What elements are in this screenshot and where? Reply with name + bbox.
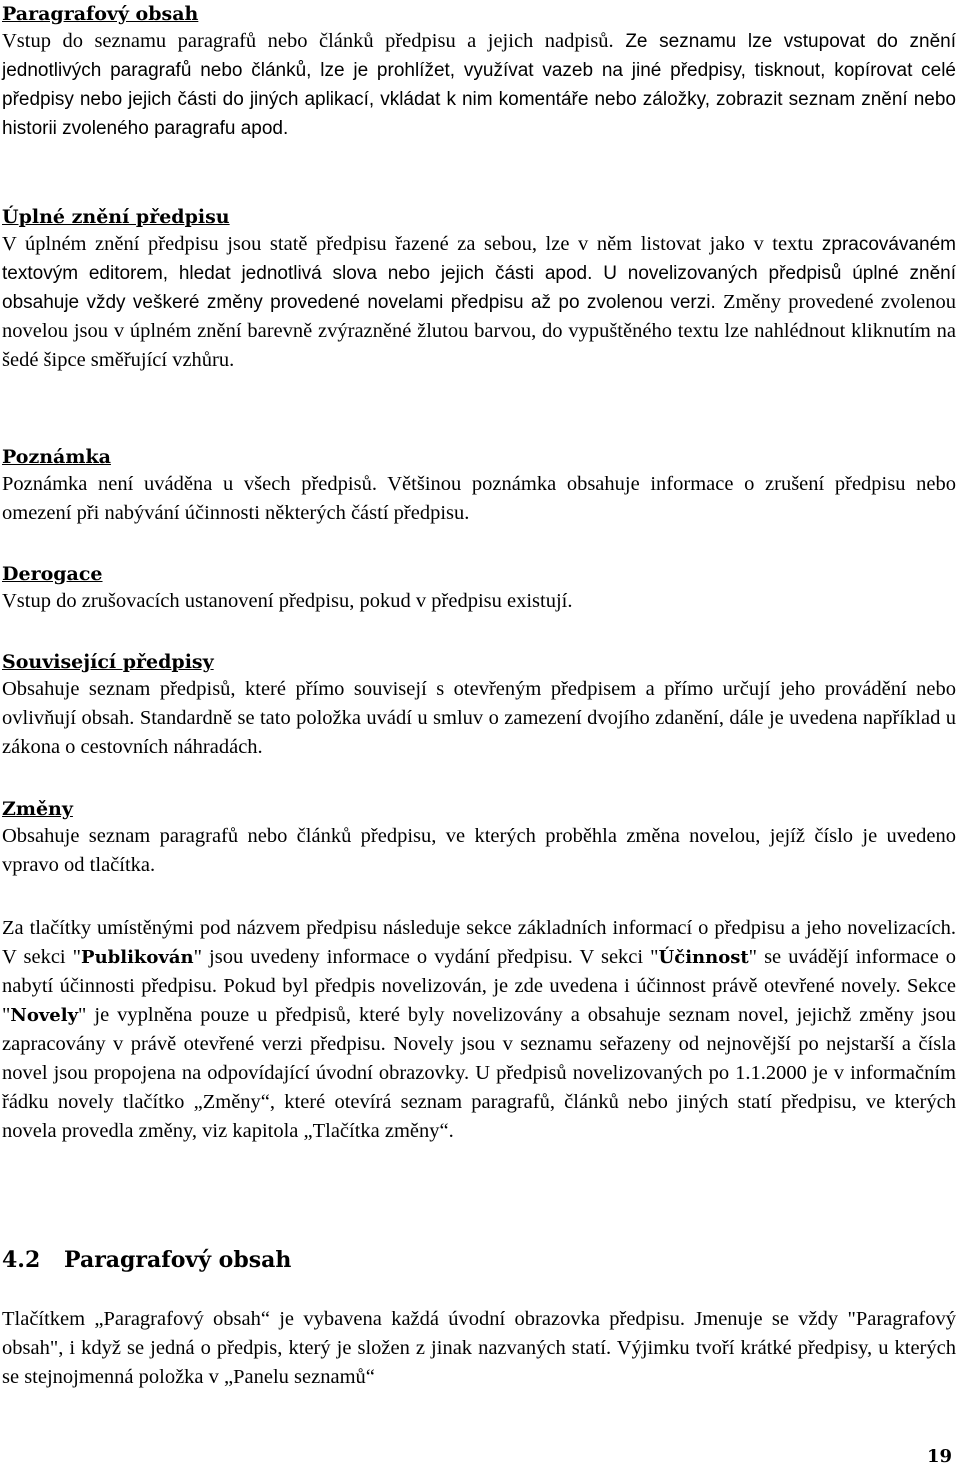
chapter-title: Paragrafový obsah xyxy=(64,1247,292,1273)
section-text-serif: Vstup do seznamu paragrafů nebo článků předpisu a jejich nadpisů. xyxy=(2,30,614,52)
section-poznamka xyxy=(2,445,956,528)
section-text xyxy=(2,230,956,375)
info-bold-novely: Novely xyxy=(10,1005,79,1026)
section-heading: Úplné znění předpisu xyxy=(2,206,230,228)
section-uplne-zneni xyxy=(2,205,956,375)
section-zmeny xyxy=(2,797,956,880)
info-bold-publikovan: Publikován xyxy=(81,947,194,968)
section-derogace xyxy=(2,562,956,616)
section-text: Vstup do zrušovacích ustanovení předpisu, pokud v předpisu existují. xyxy=(2,590,573,612)
section-heading: Paragrafový obsah xyxy=(2,3,199,25)
section-paragrafovy-obsah xyxy=(2,2,956,143)
section-souvisejici-predpisy xyxy=(2,650,956,762)
section-text xyxy=(2,27,956,143)
section-heading: Poznámka xyxy=(2,446,111,468)
info-text-part: " se uvádějí informace o nabytí účinnosti předpisu. Pokud byl předpis novelizován, je zde uvedena i účinnost právě otevřené novely. Sekce " xyxy=(2,946,957,1026)
section-text-sans: zpracovávaném textovým editorem, hledat jednotlivá slova nebo jejich části apod. U novelizovaných předpisů úplné znění obsahuje vždy veškeré změny provedené novelami předpisu až po zvolenou verzi. xyxy=(2,234,956,313)
section-text-sans: Ze seznamu lze vstupovat do znění jednotlivých paragrafů nebo článků, lze je prohlížet, využívat vazeb na jiné předpisy, tisknout, kopírovat celé předpisy nebo jejich části do jiných aplikací, vkládat k nim komentáře nebo záložky, zobrazit seznam znění nebo historii zvoleného paragrafu apod. xyxy=(2,31,956,139)
info-text-part: Za tlačítky umístěnými pod názvem předpisu následuje sekce základních informací o předpisu a jeho novelizacích. V sekci " xyxy=(2,917,956,968)
section-text: Obsahuje seznam paragrafů nebo článků předpisu, ve kterých proběhla změna novelou, jejíž číslo je uvedeno vpravo od tlačítka. xyxy=(2,825,956,876)
chapter-heading xyxy=(2,1246,956,1274)
info-text-part: " jsou uvedeny informace o vydání předpisu. V sekci " xyxy=(193,946,659,968)
info-paragraph xyxy=(2,914,956,1146)
info-text-part: " je vyplněna pouze u předpisů, které byly novelizovány a obsahuje seznam novel, jejichž změny jsou zapracovány v právě otevřené verzi předpisu. Novely jsou v seznamu seřazeny od nejnovější po nejstarší a čísla novel jsou propojena na odpovídající úvodní obrazovky. U předpisů novelizovaných po 1.1.2000 je v informačním řádku novely tlačítko „Změny“, které otevírá seznam paragrafů, článků nebo jiných statí předpisu, ve kterých novela provedla změny, viz kapitola „Tlačítka změny“. xyxy=(2,1004,956,1142)
section-text: Poznámka není uváděna u všech předpisů. Většinou poznámka obsahuje informace o zrušení předpisu nebo omezení při nabývání účinnosti některých částí předpisu. xyxy=(2,473,956,524)
section-heading: Související předpisy xyxy=(2,651,214,673)
chapter-body xyxy=(2,1305,956,1392)
chapter-text: Tlačítkem „Paragrafový obsah“ je vybavena každá úvodní obrazovka předpisu. Jmenuje se vždy "Paragrafový obsah", i když se jedná o předpis, který je složen z jinak nazvaných statí. Výjimku tvoří krátké předpisy, u kterých se stejnojmenná položka v „Panelu seznamů“ xyxy=(2,1308,956,1388)
info-paragraph-text xyxy=(2,914,956,1146)
page-number: 19 xyxy=(926,1446,952,1467)
section-text: Obsahuje seznam předpisů, které přímo souvisejí s otevřeným předpisem a přímo určují jeho provádění nebo ovlivňují obsah. Standardně se tato položka uvádí u smluv o zamezení dvojího zdanění, dále je uvedena například u zákona o cestovních náhradách. xyxy=(2,678,956,758)
section-heading: Derogace xyxy=(2,563,103,585)
section-text-serif-after: Změny provedené zvolenou novelou jsou v úplném znění barevně zvýrazněné žlutou barvou, do vypuštěného textu lze nahlédnout kliknutím na šedé šipce směřující vzhůru. xyxy=(2,291,956,371)
info-bold-ucinnost: Účinnost xyxy=(658,947,749,968)
chapter-number: 4.2 xyxy=(2,1247,41,1273)
section-text-serif: V úplném znění předpisu jsou statě předpisu řazené za sebou, lze v něm listovat jako v textu xyxy=(2,233,822,255)
chapter-4-2 xyxy=(2,1246,956,1274)
section-heading: Změny xyxy=(2,798,73,820)
